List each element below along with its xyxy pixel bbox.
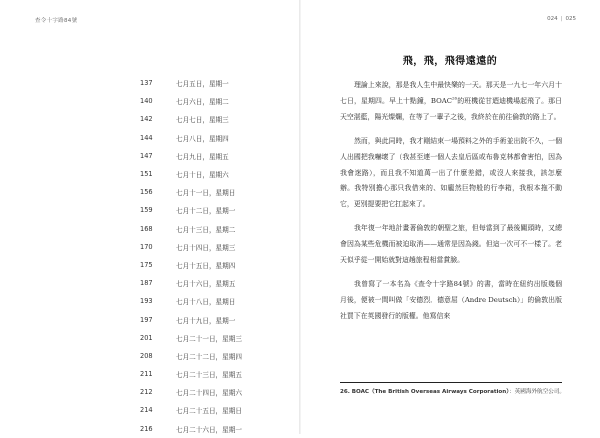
date-row <box>140 347 242 365</box>
date-row-number: 193 <box>140 297 153 306</box>
date-row-label: 七月十四日，星期三 <box>176 243 236 252</box>
date-row <box>140 238 242 256</box>
date-row <box>140 274 242 292</box>
footnote-marker: 26 <box>452 95 458 101</box>
date-row <box>140 256 242 274</box>
date-row-label: 七月二十二日，星期四 <box>176 352 242 361</box>
date-row <box>140 365 242 383</box>
date-row <box>140 183 242 201</box>
body-text <box>340 78 562 333</box>
date-row-number: 151 <box>140 170 153 179</box>
date-row-label: 七月二十六日，星期一 <box>176 425 242 434</box>
date-row <box>140 147 242 165</box>
chapter-title: 飛，飛，飛得遠遠的 <box>402 56 498 67</box>
date-row-label: 七月十日，星期六 <box>176 171 229 180</box>
folio-separator: | <box>560 16 563 22</box>
date-row-number: 142 <box>140 115 153 124</box>
date-row <box>140 92 242 110</box>
date-row-number: 147 <box>140 151 153 160</box>
date-row <box>140 310 242 328</box>
footnote <box>340 387 570 395</box>
date-row-number: 140 <box>140 97 153 106</box>
running-head: 查令十字路84號 <box>35 18 78 24</box>
date-row-number: 168 <box>140 224 153 233</box>
footnote-number: 26. <box>340 389 350 395</box>
date-row <box>140 383 242 401</box>
page-numbers <box>547 16 576 22</box>
body-paragraph <box>340 78 562 126</box>
paragraph-text: 我曾寫了一本名為《查令十字路84號》的書，當時在紐約出版幾個月後，便被一間叫做「安德烈．德意屈（Andre Deutsch）」的倫敦出版社買下在英國發行的版權。他寫信來 <box>340 279 562 320</box>
date-row-label: 七月七日，星期三 <box>176 116 229 125</box>
date-row-number: 175 <box>140 260 153 269</box>
date-row-label: 七月二十三日，星期五 <box>176 371 242 380</box>
date-row <box>140 220 242 238</box>
date-row <box>140 420 242 438</box>
date-row-label: 七月二十五日，星期日 <box>176 407 242 416</box>
date-row-number: 201 <box>140 333 153 342</box>
date-row-label: 七月十五日，星期四 <box>176 261 236 270</box>
date-row-number: 208 <box>140 351 153 360</box>
date-row-number: 212 <box>140 388 153 397</box>
date-row <box>140 129 242 147</box>
body-paragraph <box>340 221 562 269</box>
date-row-number: 214 <box>140 406 153 415</box>
date-row-label: 七月十一日，星期日 <box>176 189 236 198</box>
date-row <box>140 165 242 183</box>
date-row-label: 七月十八日，星期日 <box>176 298 236 307</box>
body-paragraph <box>340 134 562 214</box>
date-row <box>140 74 242 92</box>
date-row-number: 216 <box>140 424 153 433</box>
paragraph-text: 然而，與此同時，我才剛結束一場預料之外的手術並出院不久，一個人出國把我嚇壞了（我甚至連一個人去皇后區或布魯克林都會害怕，因為我會迷路），而且我不知道萬一出了什麼差錯，或沒人來接我，該怎麼辦。我特別擔心那只我借來的、如龐然巨物般的行李箱，我根本拖不動它，更別提要把它扛起來了。 <box>340 136 562 209</box>
date-row-label: 七月十六日，星期五 <box>176 280 236 289</box>
date-row-number: 159 <box>140 206 153 215</box>
date-row-label: 七月六日，星期二 <box>176 98 229 107</box>
date-row <box>140 110 242 128</box>
page-gutter <box>299 0 301 434</box>
footnote-rule <box>340 382 562 383</box>
footnote-term: BOAC（The British Overseas Airways Corporation） <box>351 389 510 395</box>
paragraph-text: 我年復一年地計畫著倫敦的朝聖之旅，但每當到了最後關頭時，又總會因為某些危機而被迫取消——通常是因為錢。但這一次可不一樣了。老天似乎從一開始就對這趟旅程相當賞臉。 <box>340 224 562 265</box>
date-row-number: 137 <box>140 79 153 88</box>
paragraph-text-continued: 的班機從甘迺迪機場起飛了。那日天空湛藍，陽光燦爛，在等了一輩子之後，我終於在前往倫敦的路上了。 <box>340 96 563 121</box>
left-folio: 024 <box>547 16 558 22</box>
date-row-number: 211 <box>140 370 153 379</box>
date-row-label: 七月五日，星期一 <box>176 80 229 89</box>
date-row-label: 七月十九日，星期一 <box>176 316 236 325</box>
date-row <box>140 292 242 310</box>
date-row <box>140 329 242 347</box>
date-row-number: 156 <box>140 188 153 197</box>
date-row-label: 七月八日，星期四 <box>176 134 229 143</box>
date-row <box>140 401 242 419</box>
date-row-label: 七月十三日，星期二 <box>176 225 236 234</box>
right-folio: 025 <box>565 16 576 22</box>
footnote-text: ：英國海外航空公司。 <box>509 389 566 395</box>
date-table <box>140 74 242 438</box>
date-row-label: 七月十二日，星期一 <box>176 207 236 216</box>
date-row-label: 七月二十四日，星期六 <box>176 389 242 398</box>
paragraph-text: 理論上來說，那是我人生中最快樂的一天。那天是一九七一年六月十七日，星期四。早上十點鐘，BOAC <box>340 81 562 105</box>
date-row-label: 七月九日，星期五 <box>176 152 229 161</box>
date-row-label: 七月二十一日，星期三 <box>176 334 242 343</box>
date-row-number: 170 <box>140 242 153 251</box>
date-row-number: 187 <box>140 279 153 288</box>
date-row-number: 144 <box>140 133 153 142</box>
date-row-number: 197 <box>140 315 153 324</box>
body-paragraph <box>340 277 562 325</box>
date-row <box>140 201 242 219</box>
